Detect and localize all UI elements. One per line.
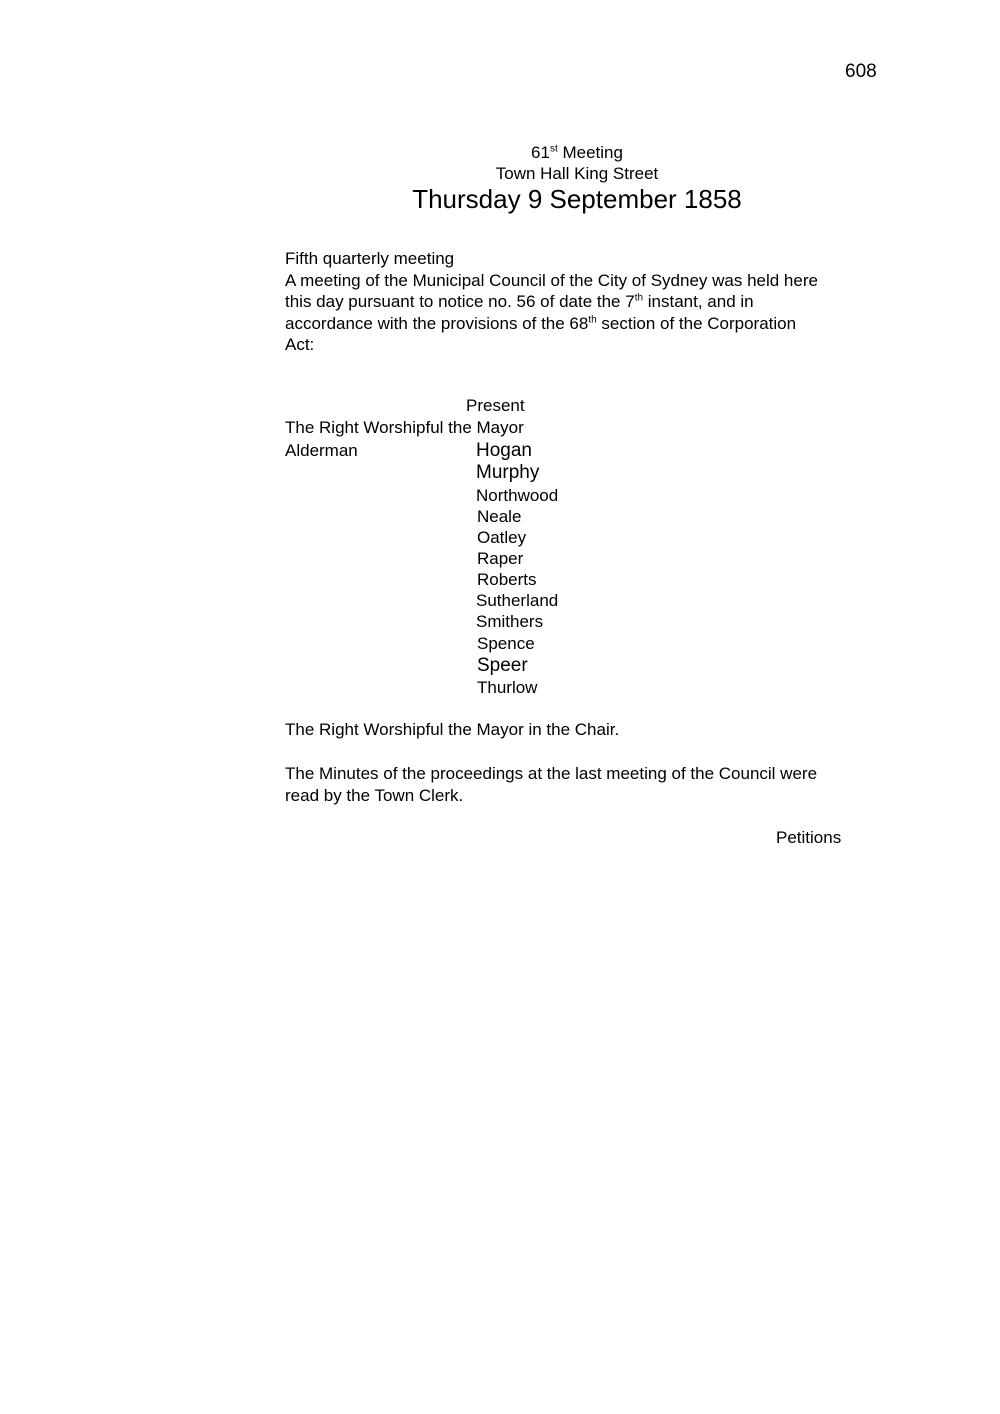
alderman-name: Murphy	[476, 462, 540, 483]
minutes-line-2: read by the Town Clerk.	[285, 785, 464, 805]
intro-line-2-sup: th	[634, 292, 644, 304]
meeting-word: Meeting	[557, 143, 623, 162]
page-number: 608	[845, 61, 877, 82]
present-label: Present	[466, 396, 525, 415]
alderman-name: Sutherland	[476, 591, 559, 610]
alderman-name: Northwood	[476, 486, 559, 505]
intro-title: Fifth quarterly meeting	[285, 249, 455, 268]
alderman-name: Roberts	[477, 570, 537, 589]
meeting-number-suffix: st	[549, 143, 558, 155]
alderman-label: Alderman	[285, 441, 358, 460]
intro-paragraph	[285, 248, 875, 356]
intro-line-3-text-b: section of the Corporation	[596, 313, 797, 333]
intro-line-1: A meeting of the Municipal Council of the City of Sydney was held here	[285, 270, 818, 290]
alderman-name: Hogan	[476, 440, 532, 461]
alderman-name: Speer	[477, 655, 528, 676]
meeting-number-heading	[0, 143, 1000, 163]
alderman-name: Raper	[477, 549, 524, 568]
intro-line-3-text-a: accordance with the provisions of the 68	[285, 313, 589, 333]
minutes-paragraph	[285, 763, 885, 806]
alderman-name: Neale	[477, 507, 522, 526]
intro-line-2-text-a: this day pursuant to notice no. 56 of date the 7	[285, 292, 635, 311]
minutes-line-1: The Minutes of the proceedings at the last meeting of the Council were	[285, 764, 818, 783]
intro-line-2-text-b: instant, and in	[643, 292, 754, 311]
intro-line-4: Act:	[285, 335, 315, 354]
meeting-place: Town Hall King Street	[495, 164, 659, 183]
alderman-name: Spence	[477, 634, 535, 653]
mayor-attendance-line: The Right Worshipful the Mayor	[285, 418, 524, 437]
intro-line-3-sup: th	[588, 313, 597, 325]
meeting-number: 61	[531, 143, 550, 162]
alderman-name: Smithers	[476, 612, 544, 631]
alderman-name: Oatley	[477, 528, 527, 547]
chair-line: The Right Worshipful the Mayor in the Chair.	[285, 720, 620, 739]
intro-line-3	[285, 313, 875, 335]
catchword: Petitions	[776, 828, 842, 847]
alderman-name: Thurlow	[477, 678, 538, 697]
meeting-date: Thursday 9 September 1858	[412, 184, 742, 214]
intro-line-2	[285, 291, 875, 313]
